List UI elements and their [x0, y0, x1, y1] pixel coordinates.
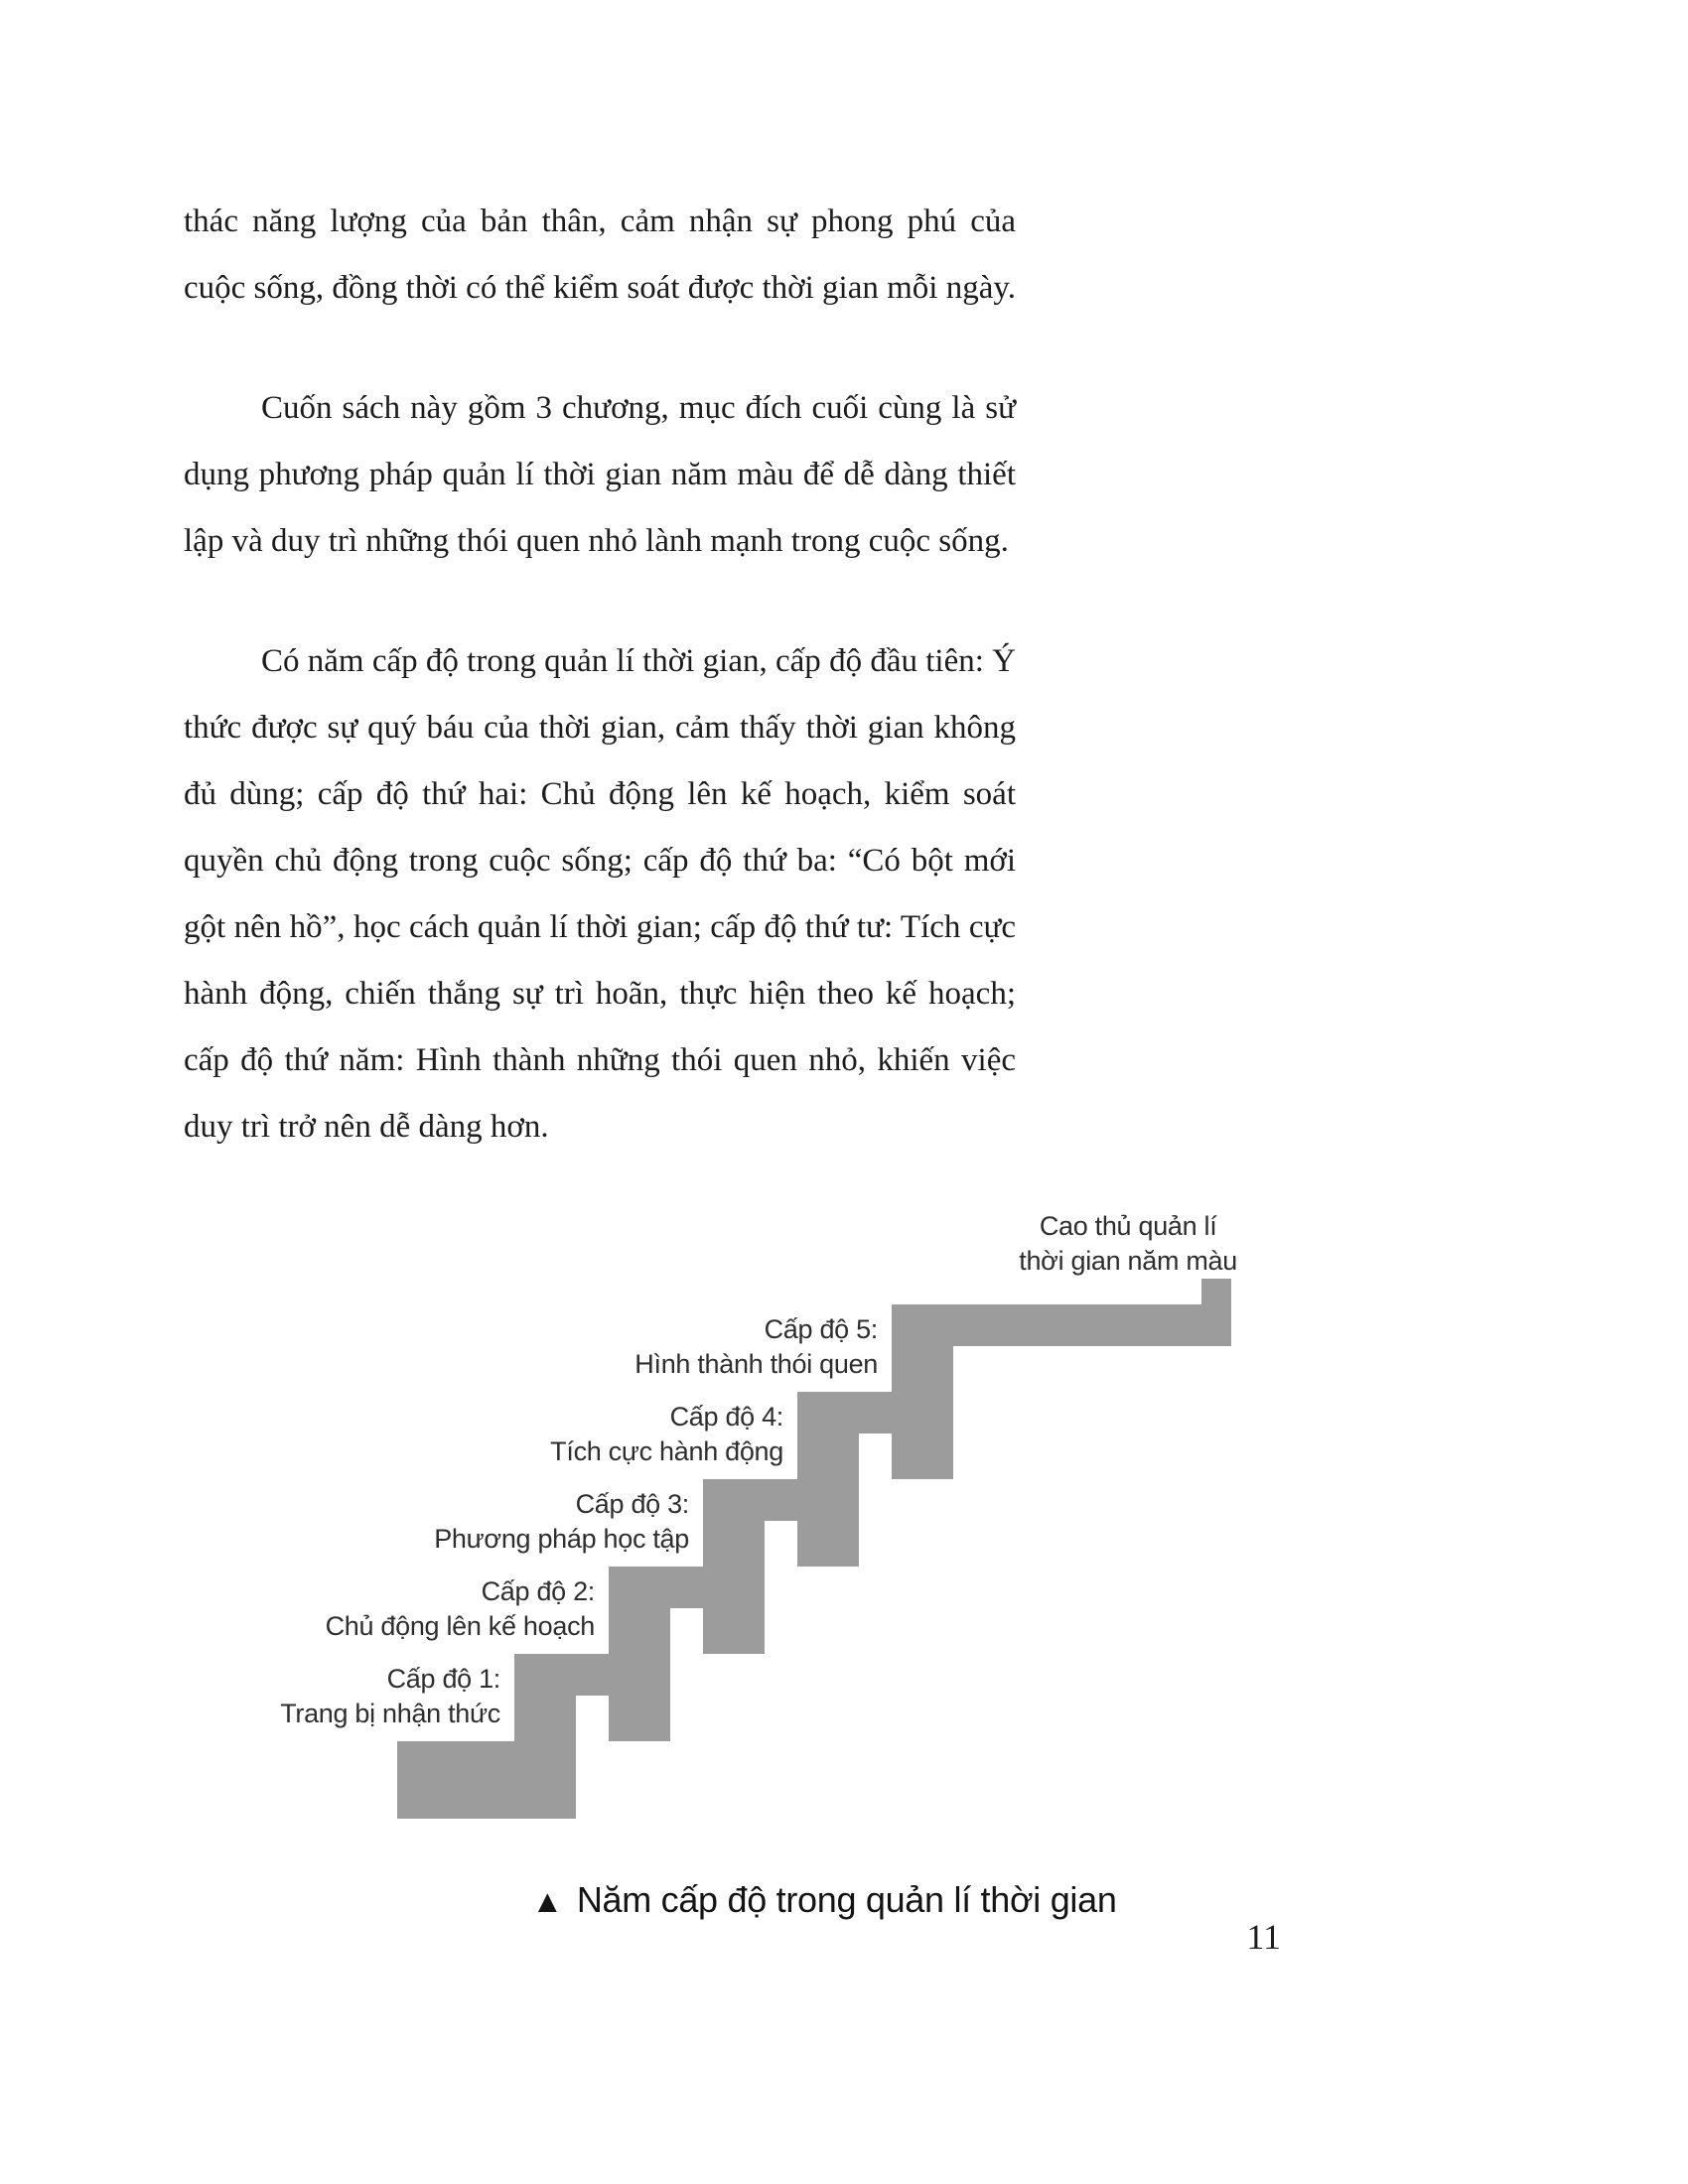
level-subtitle: Tích cực hành động — [550, 1436, 783, 1466]
stair-base-block — [397, 1741, 518, 1819]
paragraph: Có năm cấp độ trong quản lí thời gian, cấp độ đầu tiên: Ý thức được sự quý báu của thời gian, cảm thấy thời gian không đủ dùng; cấp độ thứ hai: Chủ động lên kế hoạch, kiểm soát quyền chủ động trong cuộc sống; cấp độ thứ ba: “Có bột mới gột nên hồ”, học cách quản lí thời gian; cấp độ thứ tư: Tích cực hành động, chiến thắng sự trì hoãn, thực hiện theo kế hoạch; cấp độ thứ năm: Hình thành những thói quen nhỏ, khiến việc duy trì trở nên dễ dàng hơn. — [184, 643, 1016, 1145]
level-subtitle: Hình thành thói quen — [634, 1349, 878, 1379]
level-label-5 — [634, 1312, 878, 1382]
level-label-1 — [280, 1662, 500, 1731]
level-title: Cấp độ 5: — [764, 1314, 878, 1344]
diagram-caption — [0, 1879, 1648, 1921]
diagram-top-label — [1019, 1209, 1237, 1279]
diagram-caption-text: Năm cấp độ trong quản lí thời gian — [576, 1879, 1117, 1920]
level-title: Cấp độ 1: — [386, 1664, 500, 1694]
top-label-line1: Cao thủ quản lí — [1039, 1211, 1217, 1241]
top-label-line2: thời gian năm màu — [1019, 1246, 1237, 1276]
level-title: Cấp độ 3: — [575, 1489, 689, 1519]
level-subtitle: Trang bị nhận thức — [280, 1699, 500, 1728]
level-label-4 — [550, 1400, 783, 1469]
level-label-2 — [326, 1574, 595, 1644]
level-label-3 — [434, 1487, 689, 1557]
level-title: Cấp độ 4: — [669, 1402, 783, 1432]
page-number: 11 — [1246, 1917, 1281, 1957]
level-subtitle: Chủ động lên kế hoạch — [325, 1611, 595, 1641]
triangle-marker-icon: ▲ — [531, 1883, 563, 1919]
level-title: Cấp độ 2: — [481, 1576, 595, 1606]
stair-top-notch — [1201, 1279, 1231, 1346]
stair-diagram — [280, 1209, 1249, 1833]
level-subtitle: Phương pháp học tập — [434, 1524, 689, 1554]
stair-top-landing — [892, 1304, 1229, 1346]
paragraph: thác năng lượng của bản thân, cảm nhận sự phong phú của cuộc sống, đồng thời có thể kiểm soát được thời gian mỗi ngày. — [184, 204, 1016, 306]
body-text — [184, 189, 1016, 1214]
paragraph: Cuốn sách này gồm 3 chương, mục đích cuối cùng là sử dụng phương pháp quản lí thời gian năm màu để dễ dàng thiết lập và duy trì những thói quen nhỏ lành mạnh trong cuộc sống. — [184, 390, 1016, 559]
